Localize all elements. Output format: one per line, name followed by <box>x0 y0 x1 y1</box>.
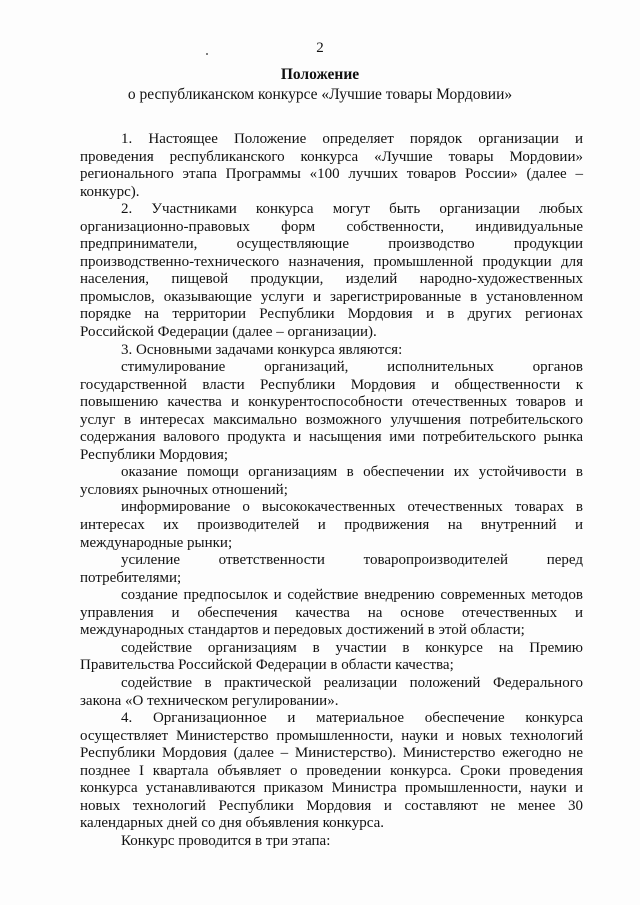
paragraph-stages: Конкурс проводится в три этапа: <box>121 832 331 849</box>
task-item: оказание помощи организациям в обеспечении их устойчивости в условиях рыночных отношений; <box>80 464 583 498</box>
scan-speck <box>206 53 208 55</box>
document-subtitle: о республиканском конкурсе «Лучшие товары Мордовии» <box>127 86 513 103</box>
task-item: усиление ответственности товаропроизводителей перед потребителями; <box>80 552 583 586</box>
task-item: информирование о высококачественных отечественных товарах в интересах их производителей и продвижения на внутренний и международные рынки; <box>80 499 583 551</box>
page-number: 2 <box>316 40 324 56</box>
task-item: стимулирование организаций, исполнительных органов государственной власти Республики Мордовия и общественности к повышению качества и конкурентоспособности отечественных товаров и услуг в интересах максимально возможного улучшения потребительского содержания валового продукта и насыщения ими потребительского рынка Республики Мордовия; <box>80 359 583 463</box>
task-item: создание предпосылок и содействие внедрению современных методов управления и обеспечения качества на основе отечественных и международных стандартов и передовых достижений в этой области; <box>80 587 583 639</box>
document-body <box>80 131 583 850</box>
paragraph-1: 1. Настоящее Положение определяет порядок организации и проведения республиканского конкурса «Лучшие товары Мордовии» регионального этапа Программы «100 лучших товаров России» (далее – конкурс). <box>80 131 583 200</box>
paragraph-3: 3. Основными задачами конкурса являются: <box>121 341 403 358</box>
task-item: содействие организациям в участии в конкурсе на Премию Правительства Российской Федерации в области качества; <box>80 639 583 674</box>
document-title: Положение <box>280 66 360 83</box>
paragraph-4: 4. Организационное и материальное обеспечение конкурса осуществляет Министерство промышленности, науки и новых технологий Республики Мордовия (далее – Министерство). Министерство ежегодно не позднее I квартала объявляет о проведении конкурса. Сроки проведения конкурса устанавливаются приказом Министра промышленности, науки и новых технологий Республики Мордовия и составляют не менее 30 календарных дней со дня объявления конкурса. <box>80 710 583 832</box>
task-item: содействие в практической реализации положений Федерального закона «О техническом регулировании». <box>80 674 583 709</box>
paragraph-2: 2. Участниками конкурса могут быть организации любых организационно-правовых форм собственности, индивидуальные предприниматели, осуществляющие производство продукции производственно-технического назначения, промышленной продукции для населения, пищевой продукции, изделий народно-художественных промыслов, оказывающие услуги и зарегистрированные в установленном порядке на территории Республики Мордовия и в других регионах Российской Федерации (далее – организации). <box>80 201 583 341</box>
